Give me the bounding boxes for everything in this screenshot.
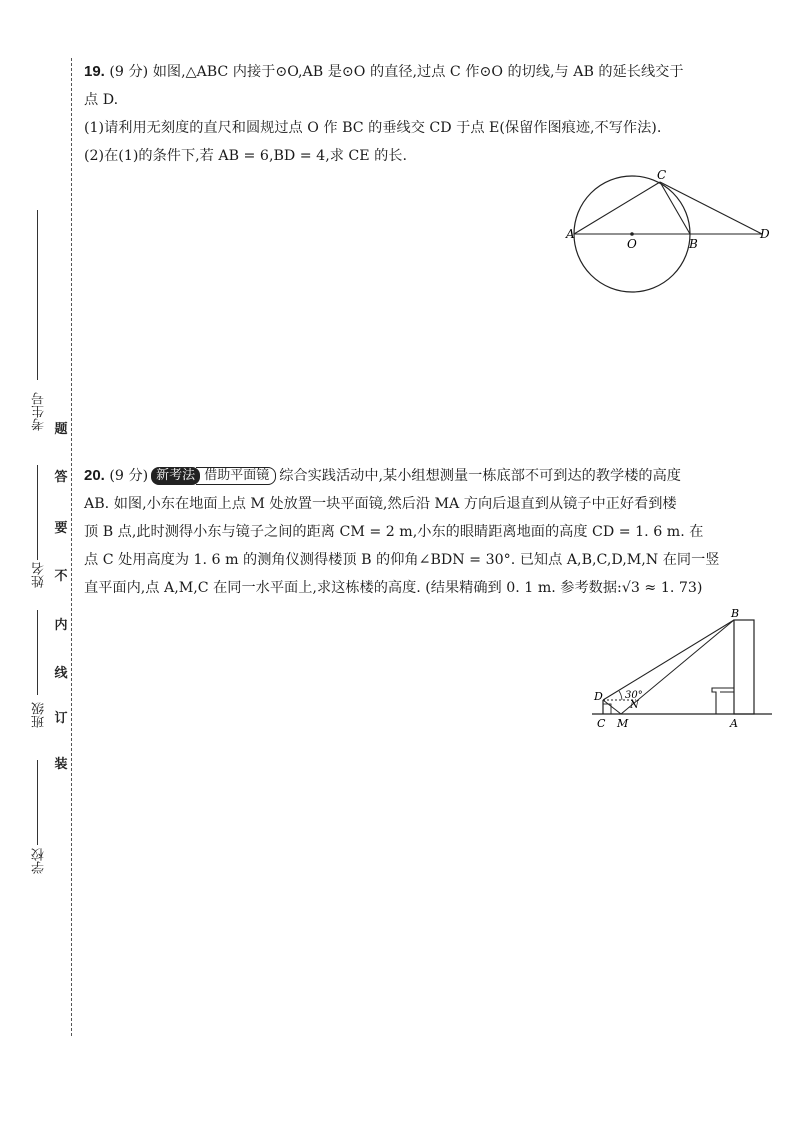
problem-20-text-line5: 直平面内,点 A,M,C 在同一水平面上,求这栋楼的高度. (结果精确到 0. 1 m. 参考数据:√3 ≈ 1. 73) [84,580,703,596]
building [734,620,754,714]
binding-dashed-line [71,58,72,1036]
name-label: 姓名 [32,562,47,588]
label-c: C [597,717,606,730]
problem-19-stem-line2: 点 D. [84,92,119,108]
class-underline [37,610,38,695]
problem-20-text-line2: AB. 如图,小东在地面上点 M 处放置一块平面镜,然后沿 MA 方向后退直到从镜子中正好看到楼 [84,496,677,512]
label-b: B [731,608,740,620]
exam-no-label: 考生号 [32,392,47,431]
label-angle: 30° [625,690,643,701]
label-n: N [630,700,639,711]
chord-ac [574,182,660,234]
name-underline [37,465,38,560]
label-c: C [657,168,667,182]
warning-char: 不 [54,569,68,584]
label-b: B [689,237,698,251]
label-a: A [730,717,738,730]
class-label: 班级 [32,702,47,728]
warning-char: 内 [54,618,68,633]
warning-char: 线 [54,666,68,681]
line-dm [603,700,621,714]
problem-20-number: 20. [84,467,105,484]
problem-20-score: (9 分) [109,468,149,484]
problem-20-text-line4: 点 C 处用高度为 1. 6 m 的测角仪测得楼顶 B 的仰角∠BDN = 30°. 已知点 A,B,C,D,M,N 在同一竖 [84,552,720,568]
figure-19-circle-tangent [560,168,775,293]
warning-char: 题 [54,422,68,437]
problem-19-part1: (1)请利用无刻度的直尺和圆规过点 O 作 BC 的垂线交 CD 于点 E(保留作图痕迹,不写作法). [84,120,662,136]
school-underline [37,760,38,845]
problem-19 [84,58,774,170]
problem-19-stem [84,58,774,86]
warning-char: 要 [54,521,68,536]
new-method-badge: 新考法 [151,467,200,485]
problem-19-part2: (2)在(1)的条件下,若 AB = 6,BD = 4,求 CE 的长. [84,148,408,164]
label-d: D [594,690,603,703]
school-label: 学校 [32,848,47,874]
problem-19-score: (9 分) [109,64,149,80]
problem-20-text-line3: 顶 B 点,此时测得小东与镜子之间的距离 CM = 2 m,小东的眼睛距离地面的高度 CD = 1. 6 m. 在 [84,524,704,540]
angle-arc [619,691,622,700]
warning-char: 装 [54,757,68,772]
warning-char: 订 [54,711,68,726]
warning-char: 答 [54,470,68,485]
center-dot [630,232,634,236]
topic-badge: 借助平面镜 [196,467,276,485]
problem-20-text-line1: 综合实践活动中,某小组想测量一栋底部不可到达的教学楼的高度 [279,468,681,484]
problem-19-stem-line1: 如图,△ABC 内接于⊙O,AB 是⊙O 的直径,过点 C 作⊙O 的切线,与 AB 的延长线交于 [152,64,684,80]
label-d: D [760,227,770,241]
label-a: A [566,227,575,241]
problem-19-number: 19. [84,63,105,80]
problem-20-line1 [84,462,774,490]
label-o: O [627,237,637,251]
figure-20-mirror-building [590,608,775,733]
exam-no-underline [37,210,38,380]
label-m: M [617,717,629,730]
problem-20 [84,462,774,602]
